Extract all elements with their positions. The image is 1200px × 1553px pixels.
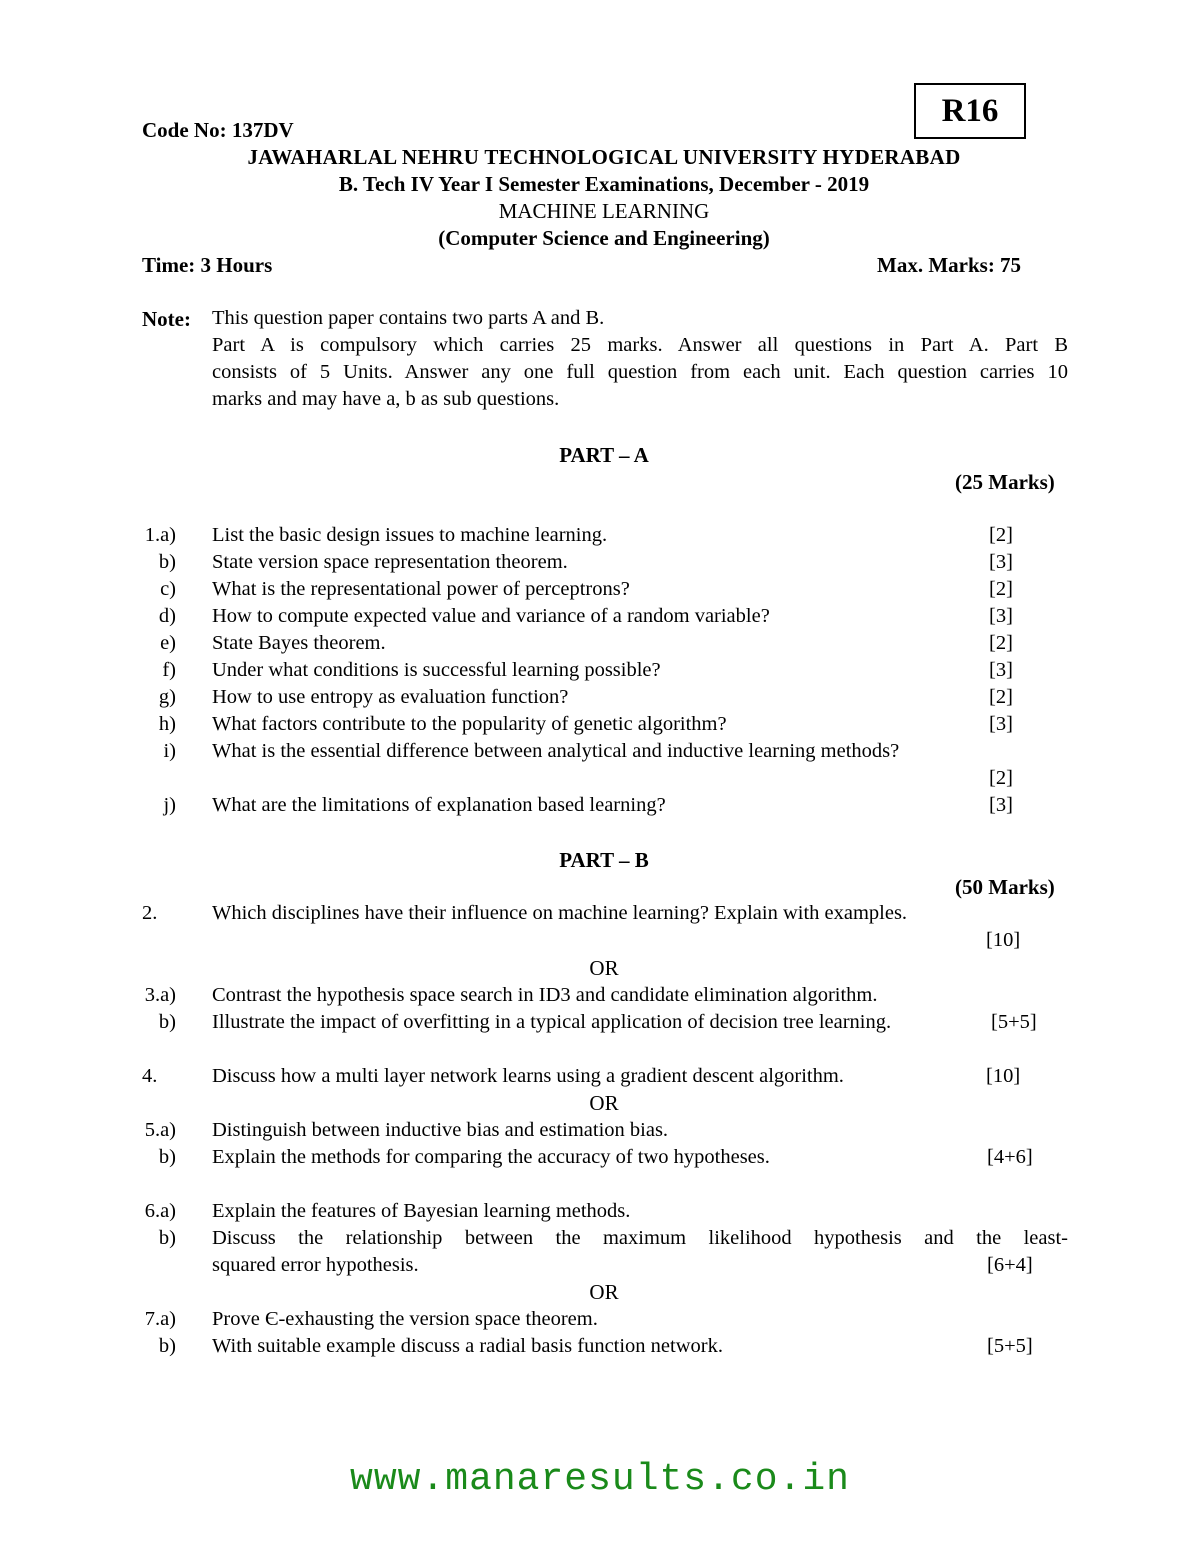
question-number: b) [158,1227,176,1249]
max-marks: Max. Marks: 75 [877,253,1022,277]
part-b-title: PART – B [559,848,649,872]
university-name: JAWAHARLAL NEHRU TECHNOLOGICAL UNIVERSITY HYDERABAD [247,145,961,169]
note-line: marks and may have a, b as sub questions. [212,388,560,410]
question-number: b) [158,1011,176,1033]
question-number: h) [158,713,176,735]
part-b-marks: (50 Marks) [955,875,1055,899]
question-number: 3.a) [144,984,176,1006]
question-text: Explain the features of Bayesian learning methods. [212,1200,631,1222]
question-number: j) [163,794,176,816]
question-marks: [6+4] [987,1254,1033,1276]
part-a-title: PART – A [559,443,649,467]
or-separator: OR [589,1091,619,1115]
question-marks: [2] [989,686,1013,708]
question-text: State Bayes theorem. [212,632,386,654]
branch-title: (Computer Science and Engineering) [438,226,770,250]
note-label: Note: [142,307,191,331]
footer-url: www.manaresults.co.in [350,1458,850,1501]
code-number: Code No: 137DV [142,118,294,142]
or-separator: OR [589,1280,619,1304]
question-number: d) [158,605,176,627]
question-number: b) [158,1146,176,1168]
question-text: How to compute expected value and variance of a random variable? [212,605,770,627]
question-text: Contrast the hypothesis space search in ID3 and candidate elimination algorithm. [212,984,878,1006]
question-number: 6.a) [144,1200,176,1222]
question-number: i) [163,740,176,762]
question-number: 4. [142,1065,158,1087]
question-number: 1.a) [144,524,176,546]
or-separator: OR [589,956,619,980]
question-marks: [3] [989,794,1013,816]
question-text: squared error hypothesis. [212,1254,419,1276]
question-marks: [2] [989,767,1013,789]
question-number: c) [160,578,176,600]
question-text: How to use entropy as evaluation function? [212,686,569,708]
question-text: What factors contribute to the popularity of genetic algorithm? [212,713,727,735]
question-number: g) [158,686,176,708]
question-number: e) [160,632,176,654]
question-text: What are the limitations of explanation based learning? [212,794,666,816]
question-marks: [2] [989,524,1013,546]
question-text: Discuss the relationship between the maximum likelihood hypothesis and the least- [212,1227,1068,1249]
note-line: This question paper contains two parts A and B. [212,307,605,329]
question-number: 2. [142,902,158,924]
question-marks: [5+5] [991,1011,1037,1033]
question-marks: [3] [989,659,1013,681]
question-text: Explain the methods for comparing the accuracy of two hypotheses. [212,1146,770,1168]
question-text: List the basic design issues to machine learning. [212,524,608,546]
question-text: Distinguish between inductive bias and estimation bias. [212,1119,669,1141]
question-marks: [5+5] [987,1335,1033,1357]
question-number: b) [158,1335,176,1357]
subject-title: MACHINE LEARNING [498,199,710,223]
note-line: consists of 5 Units. Answer any one full question from each unit. Each question carries 10 [212,361,1068,383]
question-marks: [10] [986,1065,1021,1087]
question-marks: [3] [989,551,1013,573]
question-marks: [3] [989,605,1013,627]
question-text: What is the representational power of perceptrons? [212,578,630,600]
note-line: Part A is compulsory which carries 25 marks. Answer all questions in Part A. Part B [212,334,1068,356]
question-number: 5.a) [144,1119,176,1141]
exam-title: B. Tech IV Year I Semester Examinations, December - 2019 [338,172,870,196]
question-number: 7.a) [144,1308,176,1330]
question-number: b) [158,551,176,573]
part-a-marks: (25 Marks) [955,470,1055,494]
question-marks: [10] [986,929,1021,951]
question-text: Under what conditions is successful learning possible? [212,659,661,681]
exam-duration: Time: 3 Hours [142,253,273,277]
question-marks: [4+6] [987,1146,1033,1168]
question-number: f) [162,659,176,681]
question-text: State version space representation theorem. [212,551,568,573]
question-text: Illustrate the impact of overfitting in a typical application of decision tree learning. [212,1011,892,1033]
question-marks: [2] [989,632,1013,654]
question-marks: [2] [989,578,1013,600]
question-text: With suitable example discuss a radial basis function network. [212,1335,723,1357]
question-text: What is the essential difference between analytical and inductive learning methods? [212,740,900,762]
question-text: Which disciplines have their influence on machine learning? Explain with examples. [212,902,908,924]
question-text: Discuss how a multi layer network learns using a gradient descent algorithm. [212,1065,844,1087]
question-marks: [3] [989,713,1013,735]
question-text: Prove Є-exhausting the version space theorem. [212,1308,598,1330]
regulation-badge: R16 [914,83,1026,139]
